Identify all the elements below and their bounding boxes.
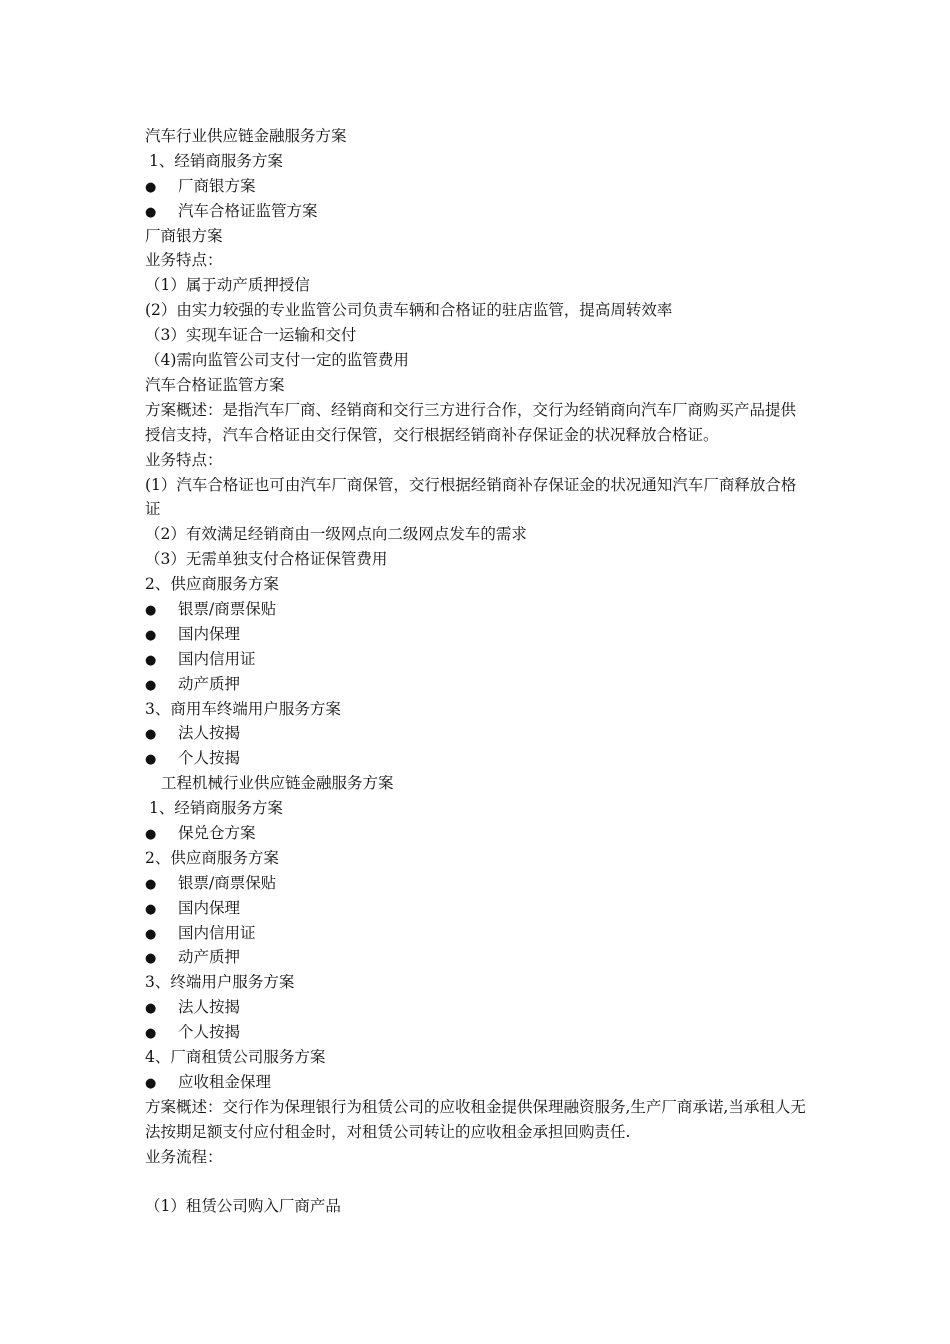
list-item <box>145 1070 810 1095</box>
subsection-title: 厂商银方案 <box>145 226 223 245</box>
section-heading: 4、厂商租赁公司服务方案 <box>145 1048 326 1067</box>
list-item <box>145 746 810 771</box>
list-item <box>145 597 810 622</box>
bullet-icon: ● <box>145 627 157 643</box>
list-item <box>145 174 810 199</box>
list-item <box>145 821 810 846</box>
feature-item: （1）属于动产质押授信 <box>145 276 310 295</box>
flow-label: 业务流程： <box>145 1147 223 1166</box>
feature-item: （3）无需单独支付合格证保管费用 <box>145 550 388 569</box>
bullet-icon: ● <box>145 204 157 220</box>
feature-item: （3）实现车证合一运输和交付 <box>145 326 357 345</box>
feature-item: (1）汽车合格证也可由汽车厂商保管，交行根据经销商补存保证金的状况通知汽车厂商释放合格证 <box>145 475 797 519</box>
bullet-icon: ● <box>145 602 157 618</box>
bullet-icon: ● <box>145 652 157 668</box>
list-item <box>145 672 810 697</box>
bullet-icon: ● <box>145 926 157 942</box>
list-item-text: 个人按揭 <box>178 749 241 768</box>
section-heading: 2、供应商服务方案 <box>145 575 279 594</box>
doc-subtitle: 工程机械行业供应链金融服务方案 <box>161 774 394 793</box>
bullet-icon: ● <box>145 876 157 892</box>
list-item <box>145 622 810 647</box>
overview-paragraph: 方案概述：是指汽车厂商、经销商和交行三方进行合作，交行为经销商向汽车厂商购买产品提供授信支持，汽车合格证由交行保管，交行根据经销商补存保证金的状况释放合格证。 <box>145 400 797 444</box>
section-heading: 2、供应商服务方案 <box>145 848 279 867</box>
overview-paragraph: 方案概述：交行作为保理银行为租赁公司的应收租金提供保理融资服务,生产厂商承诺,当承租人无法按期足额支付应付租金时，对租赁公司转让的应收租金承担回购责任. <box>145 1097 806 1141</box>
list-item <box>145 721 810 746</box>
section-heading: 3、商用车终端用户服务方案 <box>145 699 341 718</box>
section-heading: 1、经销商服务方案 <box>149 151 283 170</box>
feature-item: （4)需向监管公司支付一定的监管费用 <box>145 351 409 370</box>
list-item-text: 国内保理 <box>178 898 241 917</box>
list-item <box>145 1020 810 1045</box>
list-item-text: 法人按揭 <box>178 998 241 1017</box>
list-item <box>145 199 810 224</box>
list-item-text: 汽车合格证监管方案 <box>178 201 318 220</box>
list-item-text: 厂商银方案 <box>178 176 256 195</box>
list-item-text: 动产质押 <box>178 948 241 967</box>
list-item-text: 动产质押 <box>178 674 241 693</box>
list-item <box>145 871 810 896</box>
section-heading: 1、经销商服务方案 <box>149 799 283 818</box>
feature-item: (2）由实力较强的专业监管公司负责车辆和合格证的驻店监管，提高周转效率 <box>145 301 673 320</box>
list-item <box>145 896 810 921</box>
list-item-text: 国内保理 <box>178 624 241 643</box>
doc-title: 汽车行业供应链金融服务方案 <box>145 127 347 145</box>
bullet-icon: ● <box>145 752 157 768</box>
list-item <box>145 647 810 672</box>
bullet-icon: ● <box>145 951 157 967</box>
flow-item: （1）租赁公司购入厂商产品 <box>145 1197 341 1216</box>
bullet-icon: ● <box>145 1075 157 1091</box>
list-item-text: 银票/商票保贴 <box>178 873 277 892</box>
list-item <box>145 945 810 970</box>
bullet-icon: ● <box>145 677 157 693</box>
features-label: 业务特点： <box>145 450 223 469</box>
bullet-icon: ● <box>145 1026 157 1042</box>
bullet-icon: ● <box>145 901 157 917</box>
subsection-title: 汽车合格证监管方案 <box>145 375 285 394</box>
bullet-icon: ● <box>145 179 157 195</box>
blank-line <box>145 1170 810 1195</box>
list-item-text: 法人按揭 <box>178 724 241 743</box>
list-item-text: 国内信用证 <box>178 923 256 942</box>
bullet-icon: ● <box>145 1001 157 1017</box>
section-heading: 3、终端用户服务方案 <box>145 973 295 992</box>
list-item-text: 应收租金保理 <box>178 1072 272 1091</box>
list-item-text: 国内信用证 <box>178 649 256 668</box>
list-item <box>145 995 810 1020</box>
list-item-text: 保兑仓方案 <box>178 824 256 842</box>
bullet-icon: ● <box>145 727 157 743</box>
features-label: 业务特点： <box>145 251 223 270</box>
list-item-text: 个人按揭 <box>178 1023 241 1042</box>
document-body <box>145 124 810 1219</box>
feature-item: （2）有效满足经销商由一级网点向二级网点发车的需求 <box>145 525 527 544</box>
bullet-icon: ● <box>145 827 157 842</box>
list-item <box>145 921 810 946</box>
list-item-text: 银票/商票保贴 <box>178 599 277 618</box>
